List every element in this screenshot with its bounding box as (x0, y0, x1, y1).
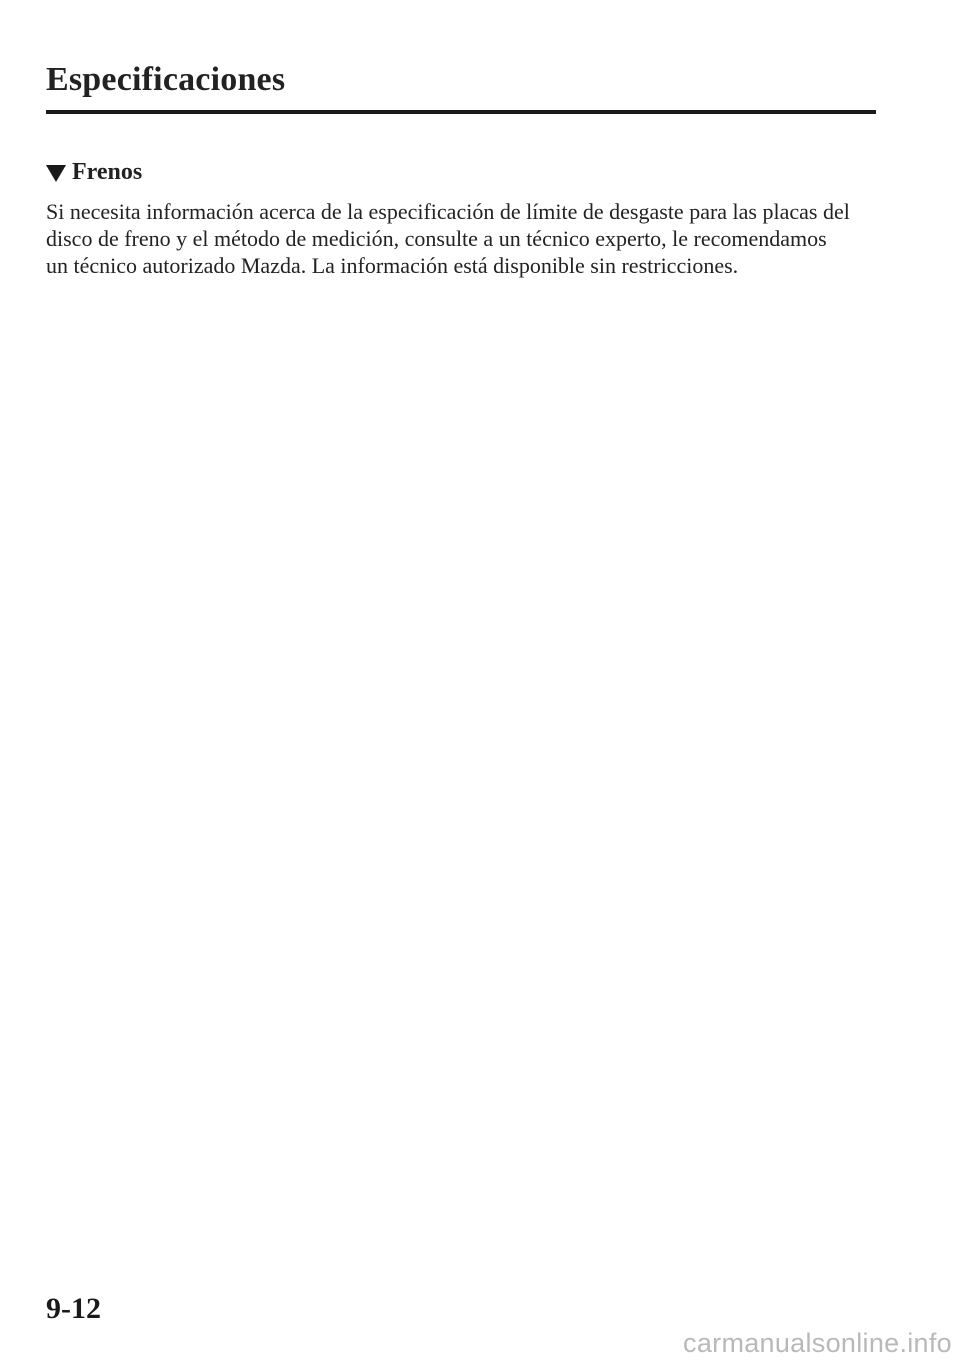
watermark: carmanualsonline.info (683, 1328, 952, 1358)
section-title: Frenos (72, 158, 143, 185)
section-body (46, 198, 886, 279)
page-number: 9-12 (46, 1292, 101, 1325)
section-heading (46, 156, 886, 188)
section-frenos (46, 156, 886, 279)
title-divider (46, 110, 876, 114)
page-title: Especificaciones (46, 61, 286, 98)
triangle-down-icon (46, 165, 66, 182)
body-line: Si necesita información acerca de la especificación de límite de desgaste para las placas del (46, 199, 850, 224)
body-line: un técnico autorizado Mazda. La información está disponible sin restricciones. (46, 253, 739, 278)
body-line: disco de freno y el método de medición, consulte a un técnico experto, le recomendamos (46, 226, 827, 251)
